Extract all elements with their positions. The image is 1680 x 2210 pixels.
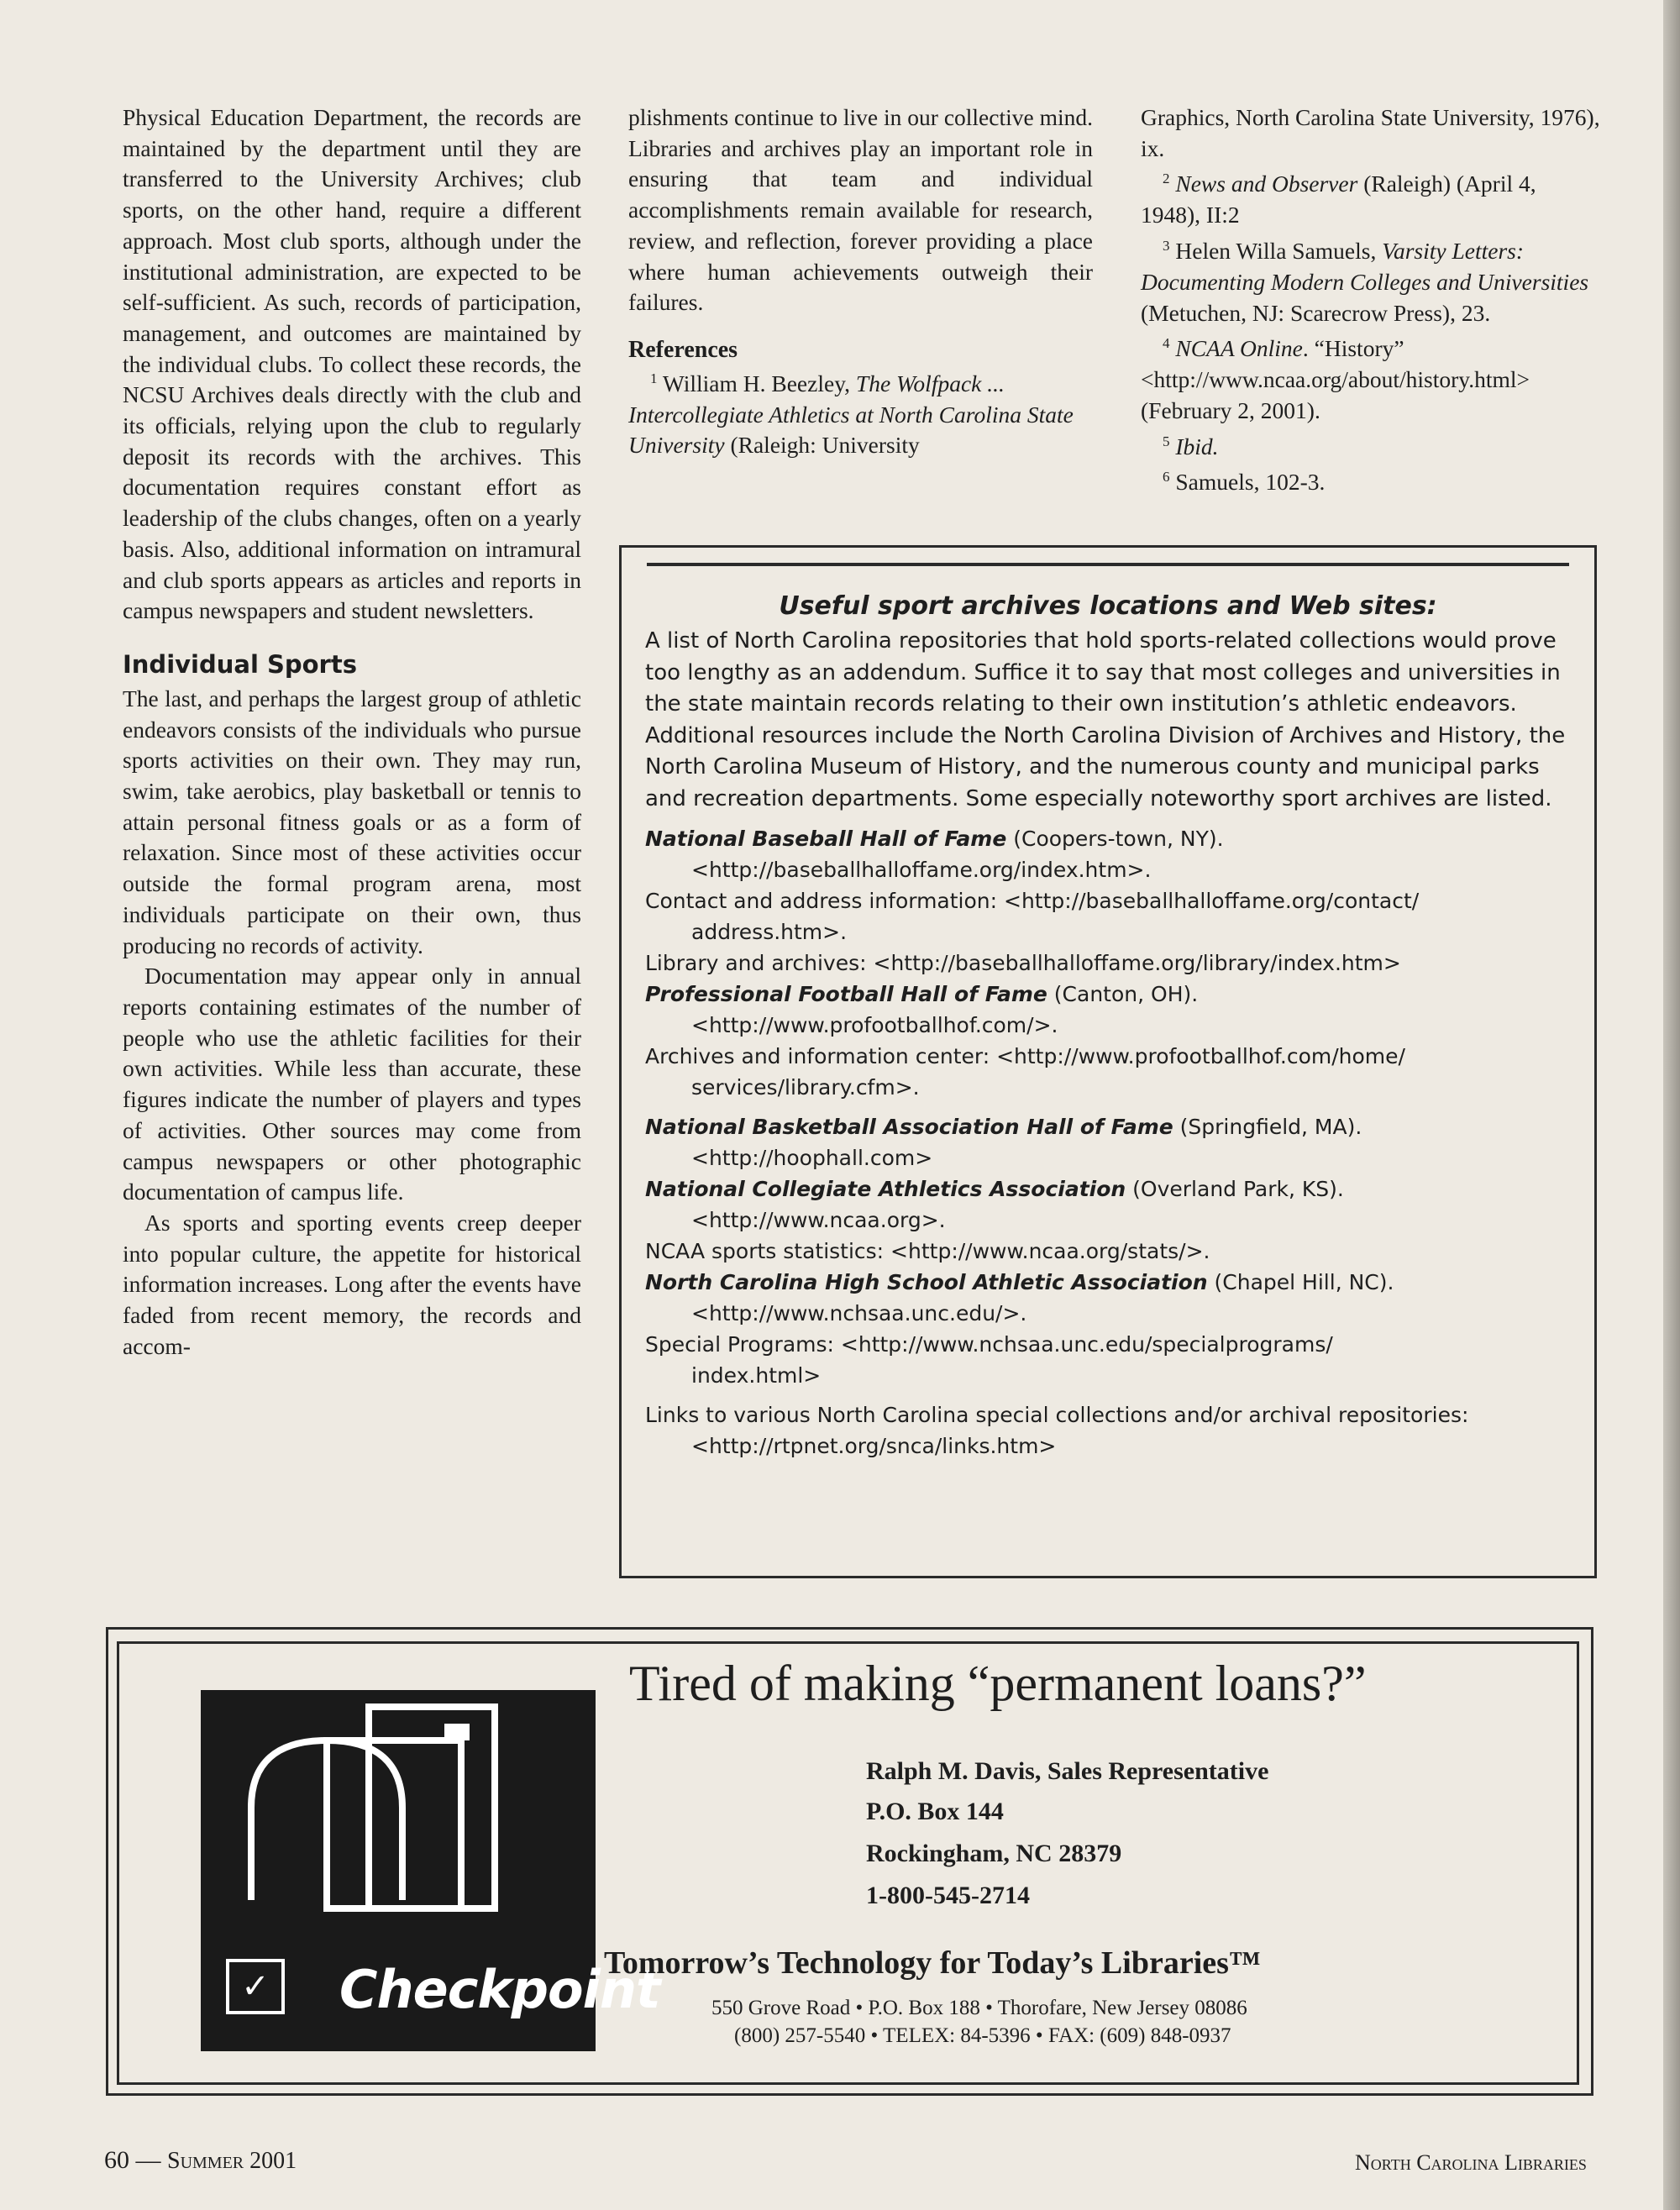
entry-line: NCAA sports statistics: <http://www.ncaa.org/stats/>. [645,1239,1210,1263]
url-link[interactable]: <http://rtpnet.org/snca/links.htm> [691,1434,1057,1458]
sidebar-rule [647,563,1569,566]
entry-line: Contact and address information: <http://baseballhalloffame.org/contact/ [645,889,1420,913]
entry-line: services/library.cfm>. [691,1075,920,1100]
ad-city: Rockingham, NC 28379 [866,1840,1122,1867]
references-heading: References [628,336,738,363]
ad-sales-rep: Ralph M. Davis, Sales Representative [866,1757,1269,1785]
entry-baseball: National Baseball Hall of Fame (Coopers-town, NY). [645,827,1224,851]
ad-po-box: P.O. Box 144 [866,1798,1004,1825]
ad-tagline: Tomorrow’s Technology for Today’s Libraries™ [604,1945,1261,1981]
page-footer-left: 60 — Summer 2001 [104,2146,297,2174]
sidebar-title: Useful sport archives locations and Web sites: [779,591,1437,621]
reference-4: $^4$ NCAA Online. “History” <http://www.ncaa.org/about/history.html> (February 2, 2001). [1141,335,1530,423]
page-edge [1663,0,1680,2210]
reference-6: $^6$ Samuels, 102-3. [1163,469,1326,496]
reference-1: $^1$ William H. Beezley, The Wolfpack ... Intercollegiate Athletics at North Carolina State University (Raleigh: University [628,370,1074,459]
page-number: 60 [104,2146,129,2174]
entry-ncaa: National Collegiate Athletics Association (Overland Park, KS). [645,1177,1344,1201]
col1-paragraph-1: Physical Education Department, the records are maintained by the department until they are transferred to the University Archives; club sports, on the other hand, require a different approach. Most club sports, although under the institutional administration, are expected to be self-sufficient. As such, records of participation, management, and outcomes are maintained by the individual clubs. To collect these records, the NCSU Archives deals directly with the club and its officials, relying upon the club to regularly deposit its records with the archives. This documentation requires constant effort as leadership of the clubs changes, often on a yearly basis. Also, additional information on intramural and club sports appears as articles and reports in campus newspapers and student newsletters. [123,104,581,624]
sidebar-intro: A list of North Carolina repositories that hold sports-related collections would prove too lengthy as an addendum. Suffice it to say that most colleges and universities in the state maintain records relating to their own institution’s athletic endeavors. Additional resources include the North Carolina Division of Archives and History, the North Carolina Museum of History, and the numerous county and municipal parks and recreation departments. Some especially noteworthy sport archives are listed. [645,628,1566,811]
reference-3: $^3$ Helen Willa Samuels, Varsity Letters: Documenting Modern Colleges and Universities (Metuchen, NJ: Scarecrow Press), 23. [1141,237,1589,326]
ad-address: 550 Grove Road • P.O. Box 188 • Thorofare, New Jersey 08086 [711,1997,1247,2019]
column-3 [1141,102,1601,498]
column-1 [123,102,581,1362]
col1-paragraph-4: As sports and sporting events creep deeper into popular culture, the appetite for historical information increases. Long after the events have faded from recent memory, the records and accom- [123,1209,581,1359]
section-heading-individual-sports: Individual Sports [123,649,357,679]
url-link[interactable]: <http://www.nchsaa.unc.edu/>. [691,1301,1027,1325]
ad-contact: (800) 257-5540 • TELEX: 84-5396 • FAX: (609) 848-0937 [734,2024,1231,2047]
entry-links: Links to various North Carolina special collections and/or archival repositories: [645,1403,1469,1427]
journal-name: North Carolina Libraries [1355,2150,1587,2175]
brand-name: Checkpoint [339,1959,660,2020]
entry-line: address.htm>. [691,920,848,944]
entry-basketball: National Basketball Association Hall of Fame (Springfield, MA). [645,1115,1362,1139]
col1-paragraph-2: The last, and perhaps the largest group of athletic endeavors consists of the individuals who pursue sports activities on their own. They may run, swim, take aerobics, play basketball or tennis to attain personal fitness goals or as a form of relaxation. Since most of these activities occur outside the formal program arena, most individuals participate on their own, thus producing no records of activity. [123,685,581,958]
url-link[interactable]: <http://www.profootballhof.com/>. [691,1013,1058,1037]
ad-phone: 1-800-545-2714 [866,1882,1030,1909]
col1-paragraph-3: Documentation may appear only in annual reports containing estimates of the number of people who use the athletic facilities for their own activities. While less than accurate, these figures indicate the number of players and types of activities. Other sources may come from campus newspapers or other photographic documentation of campus life. [123,963,581,1205]
url-link[interactable]: <http://www.ncaa.org>. [691,1208,946,1232]
entry-line: Special Programs: <http://www.nchsaa.unc.edu/specialprograms/ [645,1332,1333,1357]
reference-2: $^2$ News and Observer (Raleigh) (April 4, 1948), II:2 [1141,171,1536,228]
issue-label: Summer 2001 [167,2148,297,2174]
column-2 [628,102,1093,461]
url-link[interactable]: <http://baseballhalloffame.org/index.htm>. [691,858,1152,882]
ad-headline: Tired of making “permanent loans?” [629,1656,1367,1711]
entry-line: Archives and information center: <http://www.profootballhof.com/home/ [645,1044,1405,1068]
reference-1-continued: Graphics, North Carolina State University, 1976), ix. [1141,104,1600,161]
entry-football: Professional Football Hall of Fame (Canton, OH). [645,982,1199,1006]
url-link[interactable]: <http://hoophall.com> [691,1146,933,1170]
entry-nchsaa: North Carolina High School Athletic Association (Chapel Hill, NC). [645,1270,1394,1294]
check-icon: ✓ [226,1959,285,2014]
reference-5: $^5$ Ibid. [1163,433,1219,459]
entry-line: Library and archives: <http://baseballhalloffame.org/library/index.htm> [645,951,1401,975]
sport-archives-sidebar [619,545,1597,1578]
entry-line: index.html> [691,1363,822,1388]
ref-number: 1 [650,370,658,386]
checkpoint-advertisement [106,1627,1593,2096]
col2-paragraph-1: plishments continue to live in our collective mind. Libraries and archives play an important role in ensuring that team and individual accomplishments remain available for research, review, and reflection, forever providing a place where human achievements outweigh their failures. [628,104,1093,316]
checkpoint-logo [201,1690,660,2051]
